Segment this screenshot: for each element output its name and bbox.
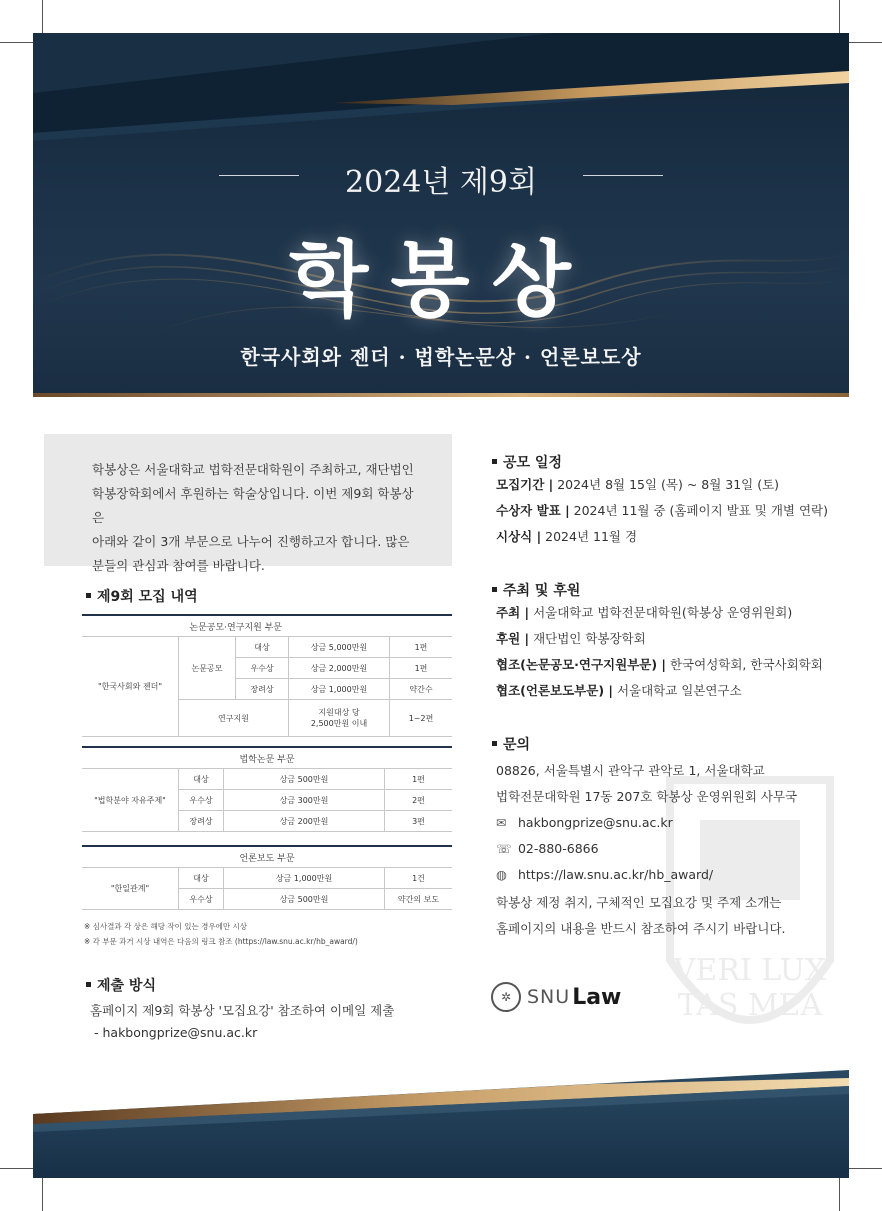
host-value: 서울대학교 일본연구소 [616, 683, 742, 698]
theme-cell: "한국사회와 젠더" [82, 637, 179, 737]
host-list [496, 600, 823, 704]
prize-cell: 상금 2,000만원 [289, 658, 390, 679]
schedule-item [496, 498, 828, 524]
recruitment-table-paper [82, 614, 452, 737]
crop-mark [0, 42, 33, 43]
award-cell: 대상 [236, 637, 289, 658]
prize-cell: 상금 1,000만원 [289, 679, 390, 700]
closing-line: 홈페이지의 내용을 반드시 참조하여 주시기 바랍니다. [496, 921, 786, 936]
contact-address: 08826, 서울특별시 관악구 관악로 1, 서울대학교 [496, 763, 765, 778]
award-cell: 대상 [179, 868, 224, 889]
count-cell: 1편 [385, 769, 453, 790]
footer-banner [33, 1070, 849, 1178]
crop-mark [849, 1168, 882, 1169]
schedule-item [496, 472, 828, 498]
sub-category-cell: 논문공모 [179, 637, 236, 700]
schedule-label: 모집기간 | [496, 477, 554, 492]
note-line: ※ 각 부문 과거 시상 내역은 다음의 링크 참조 (https://law.snu.ac.kr/hb_award/) [84, 937, 358, 946]
award-cell: 우수상 [179, 889, 224, 910]
logo-law-text: Law [572, 984, 622, 1010]
count-cell: 1건 [385, 868, 453, 889]
intro-line: 학봉상은 서울대학교 법학전문대학원이 주최하고, 재단법인 [92, 462, 414, 477]
crop-mark [839, 1178, 840, 1211]
header-banner [33, 33, 849, 397]
theme-cell: "법학분야 자유주제" [82, 769, 179, 832]
table-notes [84, 919, 358, 949]
logo-snu-text: SNU [527, 986, 571, 1008]
crop-mark [849, 42, 882, 43]
count-cell: 약간의 보도 [385, 889, 453, 910]
award-cell: 대상 [179, 769, 224, 790]
recruitment-heading [86, 586, 198, 606]
count-cell: 2편 [385, 790, 453, 811]
award-title: 학봉상 [289, 232, 593, 328]
crop-mark [839, 0, 840, 33]
contact-address: 법학전문대학원 17동 207호 학봉상 운영위원회 사무국 [496, 789, 798, 804]
host-title: 주최 및 후원 [503, 583, 581, 599]
submission-email: - hakbongprize@snu.ac.kr [94, 1025, 258, 1040]
bullet-square [492, 741, 497, 746]
count-cell: 1~2편 [390, 700, 453, 737]
edition-title: 2024년 제9회 [345, 165, 537, 200]
schedule-value: 2024년 11월 경 [545, 529, 638, 544]
prize-cell: 상금 500만원 [224, 889, 385, 910]
count-cell: 약간수 [390, 679, 453, 700]
host-value: 한국여성학회, 한국사회학회 [669, 657, 823, 672]
contact-web-row [496, 862, 797, 888]
snu-seal-icon: ✲ [491, 982, 521, 1012]
support-prize-line: 2,500만원 이내 [310, 719, 368, 728]
closing-line: 학봉상 제정 취지, 구체적인 모집요강 및 주제 소개는 [496, 895, 782, 910]
bullet-square [86, 982, 91, 987]
schedule-label: 시상식 | [496, 529, 542, 544]
submission-body [90, 1000, 394, 1044]
award-cell: 장려상 [179, 811, 224, 832]
crop-mark [42, 1178, 43, 1211]
svg-text:VERI LUX: VERI LUX [673, 953, 827, 988]
recruitment-table-press [82, 845, 452, 910]
table-header: 법학논문 부문 [82, 747, 452, 769]
schedule-heading [492, 452, 562, 472]
contact-heading [492, 734, 530, 754]
host-item [496, 652, 823, 678]
host-label: 협조(논문공모·연구지원부문) | [496, 657, 666, 672]
prize-cell: 상금 5,000만원 [289, 637, 390, 658]
prize-cell: 상금 500만원 [224, 769, 385, 790]
contact-info [496, 758, 797, 888]
count-cell: 3편 [385, 811, 453, 832]
host-item [496, 678, 823, 704]
note-line: ※ 심사결과 각 상은 해당 작이 있는 경우에만 시상 [84, 922, 248, 931]
prize-cell: 상금 200만원 [224, 811, 385, 832]
intro-line: 아래와 같이 3개 부문으로 나누어 진행하고자 합니다. 많은 [92, 534, 410, 549]
sub-category-cell: 연구지원 [179, 700, 289, 737]
schedule-value: 2024년 8월 15일 (목) ~ 8월 31일 (토) [557, 477, 780, 492]
schedule-label: 수상자 발표 | [496, 503, 570, 518]
award-categories: 한국사회와 젠더 · 법학논문상 · 언론보도상 [240, 345, 642, 369]
contact-phone: 02-880-6866 [517, 841, 599, 856]
globe-icon: ◍ [496, 867, 507, 882]
svg-text:TAS MEA: TAS MEA [677, 988, 823, 1023]
contact-title: 문의 [503, 737, 531, 753]
host-item [496, 626, 823, 652]
snu-law-logo [491, 982, 621, 1012]
submission-heading [86, 975, 156, 995]
award-cell: 우수상 [236, 658, 289, 679]
host-heading [492, 580, 580, 600]
mail-icon: ✉ [496, 815, 507, 830]
intro-line: 학봉장학회에서 후원하는 학술상입니다. 이번 제9회 학봉상은 [92, 486, 414, 525]
count-cell: 1편 [390, 637, 453, 658]
crop-mark [0, 1168, 33, 1169]
host-item [496, 600, 823, 626]
schedule-list [496, 472, 828, 550]
count-cell: 1편 [390, 658, 453, 679]
award-cell: 우수상 [179, 790, 224, 811]
prize-cell: 상금 1,000만원 [224, 868, 385, 889]
host-label: 주최 | [496, 605, 530, 620]
host-value: 재단법인 학봉장학회 [533, 631, 646, 646]
prize-cell: 상금 300만원 [224, 790, 385, 811]
table-header: 논문공모·연구지원 부문 [82, 615, 390, 637]
phone-icon: ☏ [496, 841, 512, 856]
award-cell: 장려상 [236, 679, 289, 700]
closing-text [496, 890, 786, 942]
footer-decoration [33, 1070, 849, 1178]
host-label: 협조(언론보도부문) | [496, 683, 613, 698]
intro-box [44, 434, 452, 573]
contact-email-row [496, 810, 797, 836]
submission-line: 홈페이지 제9회 학봉상 '모집요강' 참조하여 이메일 제출 [90, 1003, 395, 1018]
recruitment-title: 제9회 모집 내역 [97, 589, 198, 605]
bullet-square [492, 587, 497, 592]
bullet-square [492, 459, 497, 464]
schedule-value: 2024년 11월 중 (홈페이지 발표 및 개별 연락) [573, 503, 828, 518]
schedule-item [496, 524, 828, 550]
host-label: 후원 | [496, 631, 530, 646]
edition-rule-right [583, 175, 663, 176]
prize-cell [289, 700, 390, 737]
contact-email[interactable]: hakbongprize@snu.ac.kr [517, 815, 673, 830]
support-prize-line: 지원대상 당 [318, 708, 360, 717]
recruitment-table-law [82, 746, 452, 832]
submission-title: 제출 방식 [97, 978, 156, 994]
bullet-square [86, 593, 91, 598]
contact-web-link[interactable]: https://law.snu.ac.kr/hb_award/ [517, 867, 714, 882]
theme-cell: "한일관계" [82, 868, 179, 910]
contact-phone-row [496, 836, 797, 862]
host-value: 서울대학교 법학전문대학원(학봉상 운영위원회) [533, 605, 793, 620]
crop-mark [42, 0, 43, 33]
schedule-title: 공모 일정 [503, 455, 562, 471]
table-header: 언론보도 부문 [82, 846, 452, 868]
intro-line: 분들의 관심과 참여를 바랍니다. [92, 558, 265, 573]
